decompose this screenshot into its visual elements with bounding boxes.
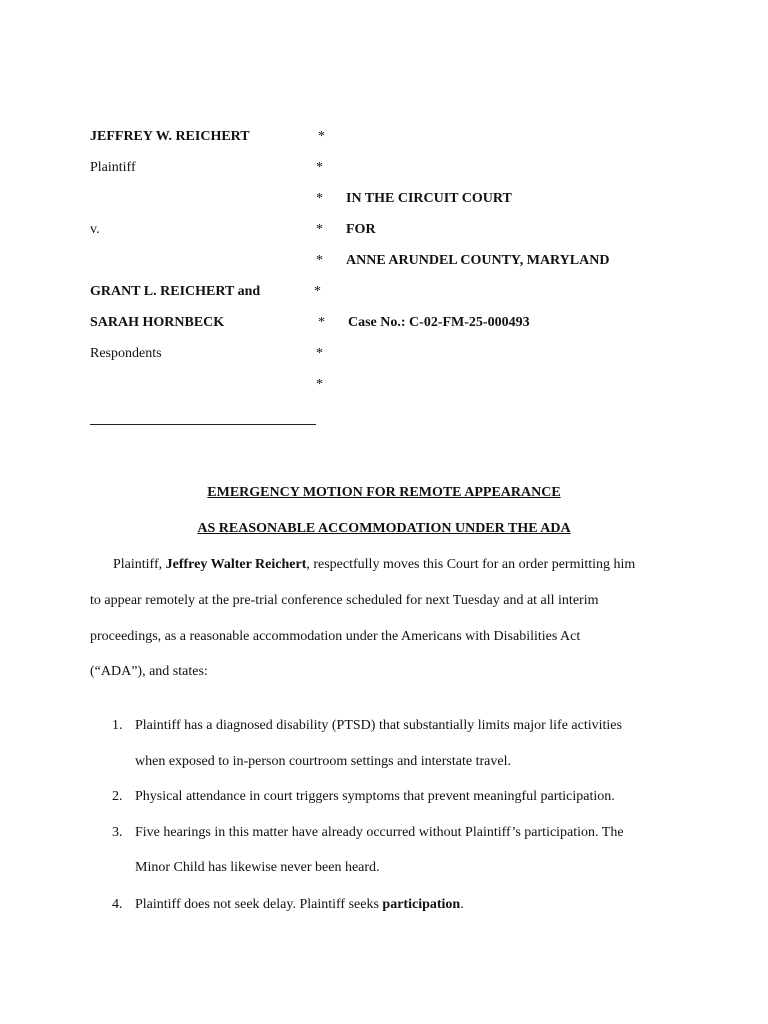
caption-star: * bbox=[314, 284, 321, 299]
caption-star: * bbox=[318, 129, 325, 144]
court-line-2: FOR bbox=[346, 222, 376, 237]
list-item-1-line-1: Plaintiff has a diagnosed disability (PTSD) that substantially limits major life activities bbox=[135, 718, 622, 733]
plaintiff-full-name: Jeffrey Walter Reichert bbox=[165, 557, 307, 572]
court-line-3: ANNE ARUNDEL COUNTY, MARYLAND bbox=[346, 253, 610, 268]
intro-line-1-post: , respectfully moves this Court for an order permitting him bbox=[306, 557, 636, 572]
caption-star: * bbox=[316, 222, 323, 237]
caption-star: * bbox=[318, 315, 325, 330]
caption-respondent-1: GRANT L. REICHERT and bbox=[90, 284, 261, 299]
list-item-number: 4. bbox=[112, 897, 123, 912]
caption-respondent-2: SARAH HORNBECK bbox=[90, 315, 225, 330]
intro-line-4: (“ADA”), and states: bbox=[90, 664, 208, 679]
caption-respondent-role: Respondents bbox=[90, 346, 162, 361]
list-item-number: 3. bbox=[112, 825, 123, 840]
case-number: Case No.: C-02-FM-25-000493 bbox=[348, 315, 530, 330]
caption-divider bbox=[90, 424, 316, 425]
caption-star: * bbox=[316, 191, 323, 206]
list-item-3-line-1: Five hearings in this matter have already occurred without Plaintiff’s participation. The bbox=[135, 825, 624, 840]
list-item-4-emphasis: participation bbox=[382, 897, 461, 912]
caption-versus: v. bbox=[90, 222, 100, 237]
list-item-3-line-2: Minor Child has likewise never been heard. bbox=[135, 860, 380, 875]
intro-line-1 bbox=[113, 556, 713, 574]
motion-title-line-2: AS REASONABLE ACCOMMODATION UNDER THE ADA bbox=[197, 521, 571, 536]
list-item-1-line-2: when exposed to in-person courtroom settings and interstate travel. bbox=[135, 754, 511, 769]
list-item-4-post: . bbox=[460, 897, 464, 912]
list-item-4-line-1 bbox=[135, 896, 464, 914]
list-item-number: 2. bbox=[112, 789, 123, 804]
intro-line-1-pre: Plaintiff, bbox=[113, 557, 166, 572]
caption-plaintiff-role: Plaintiff bbox=[90, 160, 136, 175]
caption-star: * bbox=[316, 253, 323, 268]
caption-star: * bbox=[316, 377, 323, 392]
list-item-number: 1. bbox=[112, 718, 123, 733]
list-item-2-line-1: Physical attendance in court triggers symptoms that prevent meaningful participation. bbox=[135, 789, 615, 804]
caption-plaintiff-name: JEFFREY W. REICHERT bbox=[90, 129, 250, 144]
court-line-1: IN THE CIRCUIT COURT bbox=[346, 191, 512, 206]
caption-star: * bbox=[316, 346, 323, 361]
caption-star: * bbox=[316, 160, 323, 175]
list-item-4-pre: Plaintiff does not seek delay. Plaintiff seeks bbox=[135, 897, 383, 912]
intro-line-2: to appear remotely at the pre-trial conference scheduled for next Tuesday and at all interim bbox=[90, 593, 599, 608]
motion-title-line-1: EMERGENCY MOTION FOR REMOTE APPEARANCE bbox=[207, 485, 561, 500]
intro-line-3: proceedings, as a reasonable accommodation under the Americans with Disabilities Act bbox=[90, 629, 581, 644]
